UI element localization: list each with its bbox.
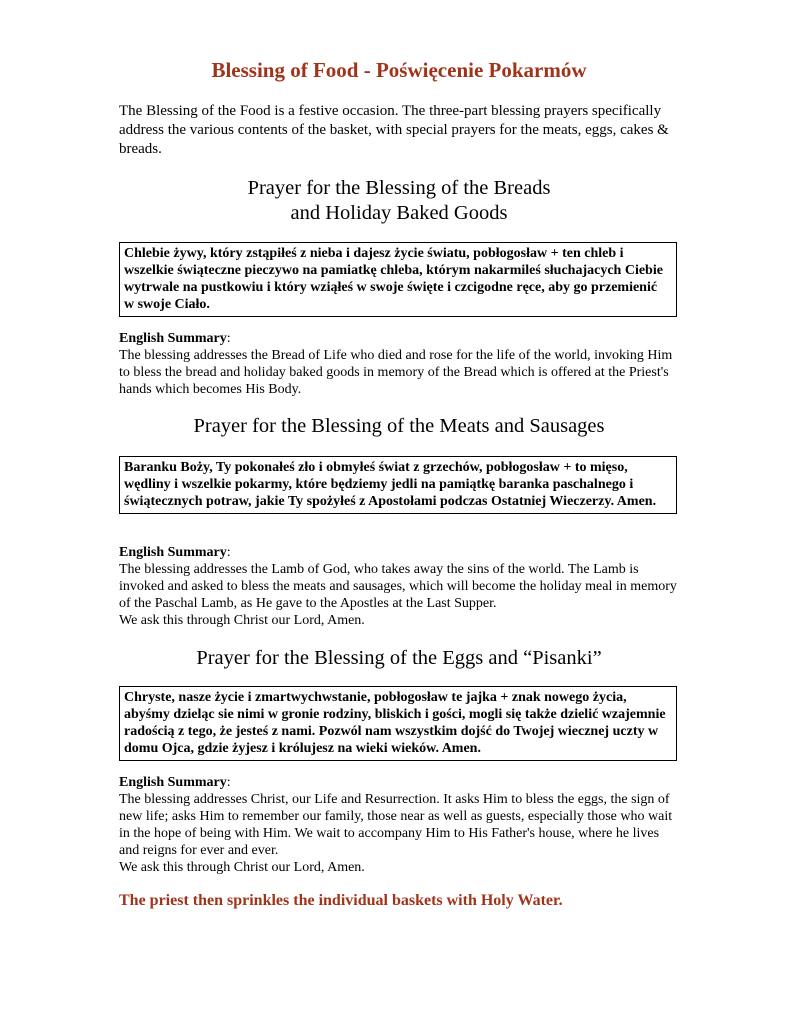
heading-line: Prayer for the Blessing of the Breads xyxy=(247,177,551,199)
heading-line: Prayer for the Blessing of the Eggs and “Pisanki” xyxy=(196,647,602,669)
page-title: Blessing of Food - Poświęcenie Pokarmów xyxy=(211,58,587,82)
prayer-box-eggs xyxy=(119,686,677,761)
prayer-box-meats xyxy=(119,456,677,514)
summary-colon: : xyxy=(226,775,231,790)
summary-label: English Summary xyxy=(119,775,227,790)
summary-colon: : xyxy=(226,545,231,560)
summary-breads xyxy=(119,330,679,398)
prayer-text: Baranku Boży, Ty pokonałeś zło i obmyłeś świat z grzechów, pobłogosław + to mięso, wędliny i wszelkie pokarmy, które będziemy jedli na pamiątkę baranka paschalnego i świątecznych potraw, jakie Ty spożyłeś z Apostołami podczas Ostatniej Wieczerzy. Amen. xyxy=(124,460,657,509)
summary-text: The blessing addresses Christ, our Life and Resurrection. It asks Him to bless the eggs, the sign of new life; asks Him to remember our family, those near as well as guests, especially those who wait in the hope of being with Him. We wait to accompany Him to His Father's house, where he lives and reigns for ever and ever. xyxy=(119,792,673,858)
section-heading-eggs xyxy=(119,646,679,671)
prayer-text: Chryste, nasze życie i zmartwychwstanie, pobłogosław te jajka + znak nowego życia, abyśmy dzieląc sie nimi w gronie rodziny, bliskich i gości, mogli się także dzielić wzajemnie radością z tego, że jesteś z nami. Pozwól nam wszystkim dojść do Twojej wiecznej uczty w domu Ojca, gdzie żyjesz i królujesz na wieki wieków. Amen. xyxy=(124,690,666,756)
prayer-box-breads xyxy=(119,242,677,317)
heading-line: Prayer for the Blessing of the Meats and Sausages xyxy=(193,415,605,437)
section-heading-meats xyxy=(119,414,679,439)
summary-text: The blessing addresses the Bread of Life who died and rose for the life of the world, invoking Him to bless the bread and holiday baked goods in memory of the Bread which is offered at the Priest's hands which becomes His Body. xyxy=(119,348,673,397)
section-heading-breads xyxy=(119,176,679,226)
heading-line: and Holiday Baked Goods xyxy=(290,202,508,224)
summary-closing-line: We ask this through Christ our Lord, Amen. xyxy=(119,613,365,628)
summary-text: The blessing addresses the Lamb of God, who takes away the sins of the world. The Lamb is invoked and asked to bless the meats and sausages, which will become the holiday meal in memory of the Paschal Lamb, as He gave to the Apostles at the Last Supper. xyxy=(119,562,677,611)
summary-label: English Summary xyxy=(119,331,227,346)
closing-note: The priest then sprinkles the individual baskets with Holy Water. xyxy=(119,892,563,909)
summary-closing-line: We ask this through Christ our Lord, Amen. xyxy=(119,860,365,875)
intro-paragraph: The Blessing of the Food is a festive occasion. The three-part blessing prayers specifically address the various contents of the basket, with special prayers for the meats, eggs, cakes & breads. xyxy=(119,103,669,157)
summary-eggs xyxy=(119,774,679,876)
summary-label: English Summary xyxy=(119,545,227,560)
summary-meats xyxy=(119,544,679,629)
prayer-text: Chlebie żywy, który zstąpiłeś z nieba i dajesz życie światu, pobłogosław + ten chleb i wszelkie świąteczne pieczywo na pamiatkę chleba, którym nakarmileś słuchajacych Ciebie wytrwale na pustkowiu i który wziąłeś w swoje święte i czcigodne ręce, aby go przemienić w swoje Ciało. xyxy=(124,246,663,312)
summary-colon: : xyxy=(226,331,231,346)
